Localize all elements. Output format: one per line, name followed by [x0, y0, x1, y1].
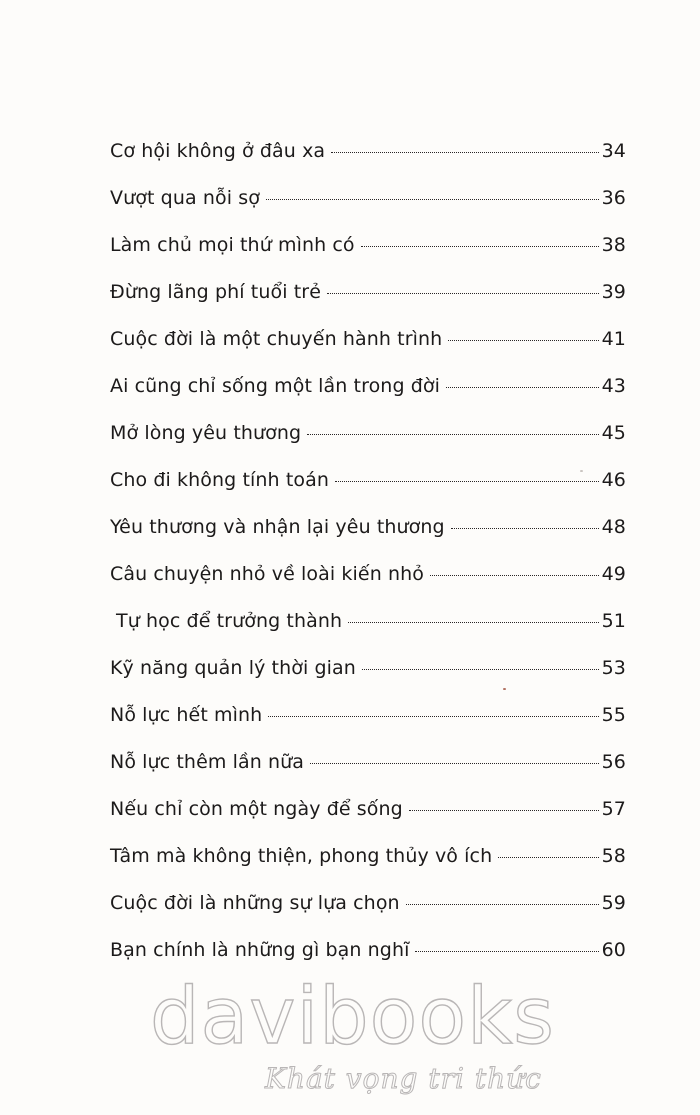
- toc-entry-page: 58: [601, 845, 626, 867]
- toc-entry-page: 57: [601, 798, 626, 820]
- toc-entry[interactable]: [110, 551, 626, 598]
- toc-entry-title: Tâm mà không thiện, phong thủy vô ích: [110, 845, 493, 867]
- toc-entry-title: Cuộc đời là một chuyến hành trình: [110, 328, 443, 350]
- dot-leader: [268, 716, 598, 717]
- toc-entry-page: 36: [601, 187, 626, 209]
- toc-entry-page: 51: [601, 610, 626, 632]
- toc-entry[interactable]: [110, 880, 626, 927]
- dot-leader: [430, 575, 599, 576]
- dot-leader: [451, 528, 599, 529]
- toc-entry-page: 39: [601, 281, 626, 303]
- toc-entry[interactable]: [110, 645, 626, 692]
- toc-entry-page: 46: [601, 469, 626, 491]
- toc-entry[interactable]: [110, 222, 626, 269]
- toc-entry-title: Làm chủ mọi thứ mình có: [110, 234, 355, 256]
- toc-entry[interactable]: [110, 410, 626, 457]
- toc-entry[interactable]: [110, 833, 626, 880]
- toc-entry-page: 34: [601, 140, 626, 162]
- watermark-tagline: Khát vọng tri thức: [265, 1062, 542, 1095]
- toc-entry[interactable]: [110, 316, 626, 363]
- toc-entry-title: Yêu thương và nhận lại yêu thương: [110, 516, 445, 538]
- dot-leader: [348, 622, 598, 623]
- toc-entry-page: 38: [601, 234, 626, 256]
- dot-leader: [446, 387, 599, 388]
- dot-leader: [409, 810, 599, 811]
- toc-entry[interactable]: [110, 128, 626, 175]
- print-speck: [503, 688, 506, 690]
- dot-leader: [362, 669, 599, 670]
- toc-entry-title: Nỗ lực thêm lần nữa: [110, 751, 305, 773]
- toc-entry-page: 41: [601, 328, 626, 350]
- toc-entry[interactable]: [110, 457, 626, 504]
- toc-entry[interactable]: [110, 269, 626, 316]
- toc-entry[interactable]: [110, 786, 626, 833]
- toc-entry-title: Vượt qua nỗi sợ: [110, 187, 260, 209]
- dot-leader: [331, 152, 598, 153]
- dot-leader: [307, 434, 598, 435]
- toc-entry-page: 53: [601, 657, 626, 679]
- toc-entry-title: Kỹ năng quản lý thời gian: [110, 657, 356, 679]
- toc-entry-title: Mở lòng yêu thương: [110, 422, 302, 444]
- dot-leader: [266, 199, 599, 200]
- toc-entry-title: Đừng lãng phí tuổi trẻ: [110, 281, 321, 303]
- dot-leader: [415, 951, 598, 952]
- toc-entry-title: Câu chuyện nhỏ về loài kiến nhỏ: [110, 563, 424, 585]
- toc-entry-page: 56: [601, 751, 626, 773]
- toc-entry[interactable]: [110, 692, 626, 739]
- toc-entry-title: Tự học để trưởng thành: [116, 610, 343, 632]
- toc-entry-page: 55: [601, 704, 626, 726]
- toc-entry-page: 45: [601, 422, 626, 444]
- toc-entry-page: 43: [601, 375, 626, 397]
- toc-entry[interactable]: [110, 739, 626, 786]
- watermark-brand: davibooks: [150, 972, 555, 1062]
- dot-leader: [310, 763, 599, 764]
- toc-entry-page: 48: [601, 516, 626, 538]
- dot-leader: [335, 481, 599, 482]
- toc-entry-page: 60: [601, 939, 626, 961]
- dot-leader: [498, 857, 598, 858]
- dot-leader: [361, 246, 599, 247]
- toc-entry-title: Nỗ lực hết mình: [110, 704, 263, 726]
- toc-entry-page: 49: [601, 563, 626, 585]
- toc-entry[interactable]: [110, 175, 626, 222]
- toc-entry[interactable]: [110, 363, 626, 410]
- table-of-contents: [110, 128, 626, 974]
- print-speck: [580, 470, 583, 472]
- toc-entry-title: Cho đi không tính toán: [110, 469, 329, 491]
- dot-leader: [406, 904, 599, 905]
- toc-entry-title: Cơ hội không ở đâu xa: [110, 140, 326, 162]
- toc-entry-title: Ai cũng chỉ sống một lần trong đời: [110, 375, 441, 397]
- toc-entry-title: Cuộc đời là những sự lựa chọn: [110, 892, 400, 914]
- dot-leader: [327, 293, 599, 294]
- toc-entry-title: Nếu chỉ còn một ngày để sống: [110, 798, 403, 820]
- toc-entry[interactable]: [110, 504, 626, 551]
- toc-entry-page: 59: [601, 892, 626, 914]
- toc-entry[interactable]: [110, 598, 626, 645]
- toc-entry-title: Bạn chính là những gì bạn nghĩ: [110, 939, 410, 961]
- toc-entry[interactable]: [110, 927, 626, 974]
- dot-leader: [448, 340, 598, 341]
